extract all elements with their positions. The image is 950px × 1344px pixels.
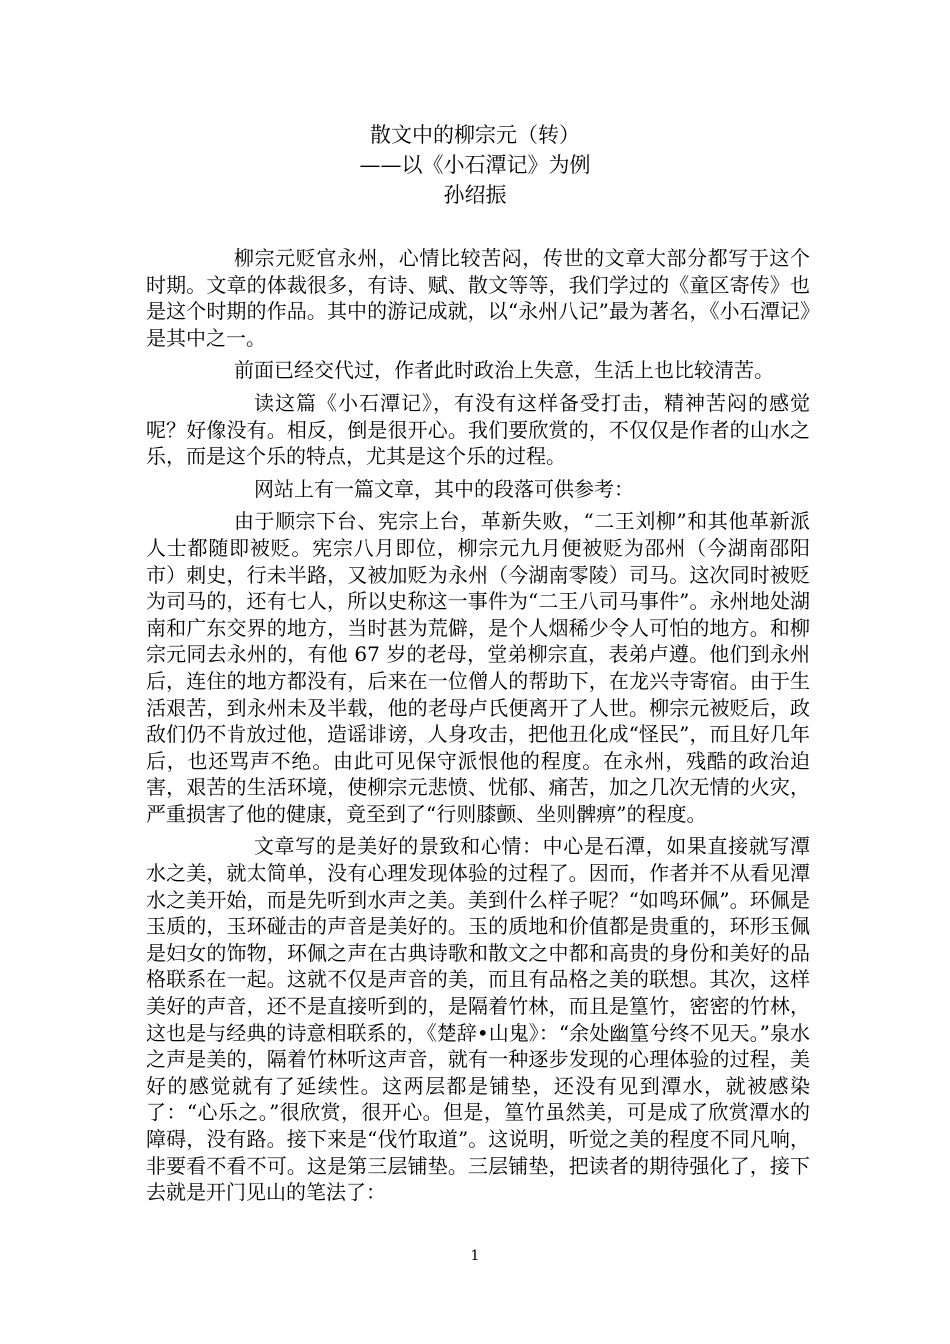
paragraph-3: 读这篇《小石潭记》，有没有这样备受打击，精神苦闷的感觉呢？好像没有。相反，倒是很开心。我们要欣赏的，不仅仅是作者的山水之乐，而是这个乐的特点，尤其是这个乐的过程。 [146, 390, 810, 469]
page-number: 1 [470, 1248, 480, 1264]
document-subtitle: ——以《小石潭记》为例 [359, 153, 591, 177]
title-block [0, 120, 950, 210]
paragraph-6: 文章写的是美好的景致和心情：中心是石潭，如果直接就写潭水之美，就太简单，没有心理发现体验的过程了。因而，作者并不从看见潭水之美开始，而是先听到水声之美。美到什么样子呢？“如鸣环佩”。环佩是玉质的，玉环碰击的声音是美好的。玉的质地和价值都是贵重的，环形玉佩是妇女的饰物，环佩之声在古典诗歌和散文之中都和高贵的身份和美好的品格联系在一起。这就不仅是声音的美，而且有品格之美的联想。其次，这样美好的声音，还不是直接听到的，是隔着竹林，而且是篁竹，密密的竹林，这也是与经典的诗意相联系的，《楚辞•山鬼》：“余处幽篁兮终不见天。”泉水之声是美的，隔着竹林听这声音，就有一种逐步发现的心理体验的过程，美好的感觉就有了延续性。这两层都是铺垫，还没有见到潭水，就被感染了：“心乐之。”很欣赏，很开心。但是，篁竹虽然美，可是成了欣赏潭水的障碍，没有路。接下来是“伐竹取道”。这说明，听觉之美的程度不同凡响，非要看不看不可。这是第三层铺垫。三层铺垫，把读者的期待强化了，接下去就是开门见山的笔法了： [146, 834, 810, 1205]
document-title: 散文中的柳宗元（转） [370, 123, 580, 147]
paragraph-4: 网站上有一篇文章，其中的段落可供参考： [254, 476, 634, 501]
paragraph-quoted: 由于顺宗下台、宪宗上台，革新失败，“二王刘柳”和其他革新派人士都随即被贬。宪宗八月即位，柳宗元九月便被贬为邵州（今湖南邵阳市）刺史，行未半路，又被加贬为永州（今湖南零陵）司马。这次同时被贬为司马的，还有七人，所以史称这一事件为“二王八司马事件”。永州地处湖南和广东交界的地方，当时甚为荒僻，是个人烟稀少令人可怕的地方。和柳宗元同去永州的，有他 67 岁的老母，堂弟柳宗直，表弟卢遵。他们到永州后，连住的地方都没有，后来在一位僧人的帮助下，在龙兴寺寄宿。由于生活艰苦，到永州未及半载，他的老母卢氏便离开了人世。柳宗元被贬后，政敌们仍不肯放过他，造谣诽谤，人身攻击，把他丑化成“怪民”，而且好几年后，也还骂声不绝。由此可见保守派恨他的程度。在永州，残酷的政治迫害，艰苦的生活环境，使柳宗元悲愤、忧郁、痛苦，加之几次无情的火灾，严重损害了他的健康，竟至到了“行则膝颤、坐则髀痹”的程度。 [146, 509, 810, 826]
paragraph-1: 柳宗元贬官永州，心情比较苦闷，传世的文章大部分都写于这个时期。文章的体裁很多，有诗、赋、散文等等，我们学过的《童区寄传》也是这个时期的作品。其中的游记成就，以“永州八记”最为著名，《小石潭记》是其中之一。 [146, 246, 810, 350]
document-body [146, 245, 810, 1212]
document-author: 孙绍振 [443, 183, 507, 207]
paragraph-2: 前面已经交代过，作者此时政治上失意，生活上也比较清苦。 [234, 358, 774, 383]
